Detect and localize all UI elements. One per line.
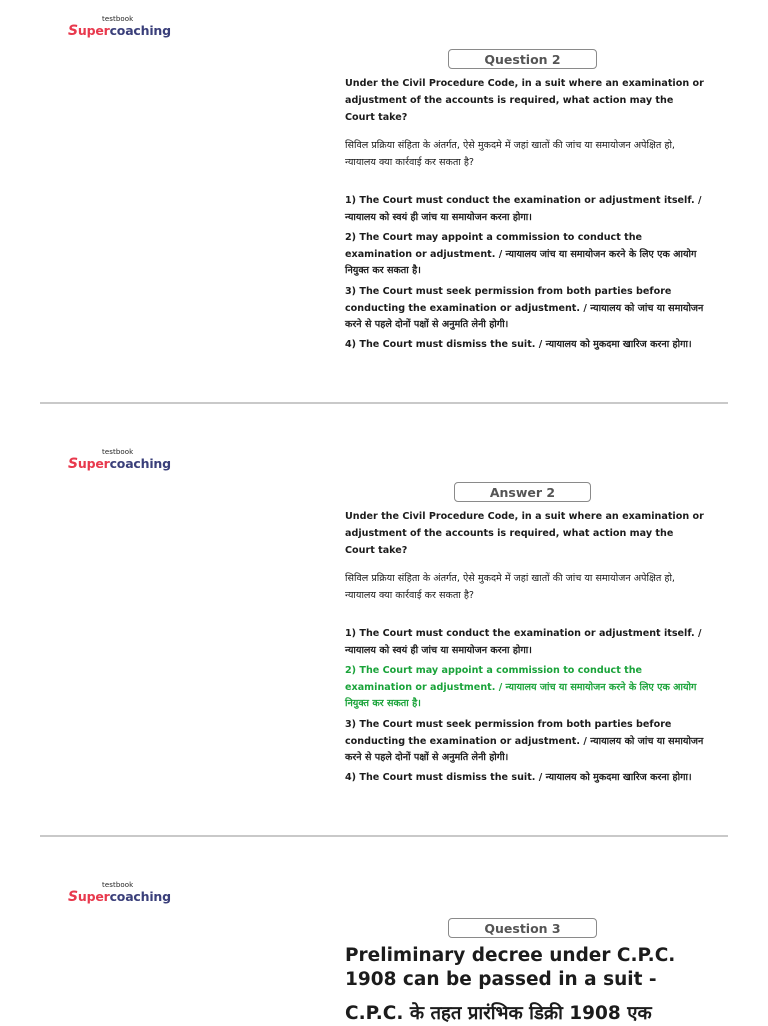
option-2-correct: 2) The Court may appoint a commission to conduct the examination or adjustment. / न्यायालय जांच या समायोजन करने के लिए एक आयोग नियुक्त कर सकता है। bbox=[345, 665, 697, 709]
option-3: 3) The Court must seek permission from both parties before conducting the examination or adjustment. / न्यायालय को जांच या समायोजन करने से पहले दोनों पक्षों से अनुमति लेनी होगी। bbox=[345, 719, 704, 763]
question-badge: Question 2 bbox=[448, 49, 597, 69]
question-badge: Question 3 bbox=[448, 918, 597, 938]
answer-badge: Answer 2 bbox=[454, 482, 591, 502]
option-3: 3) The Court must seek permission from both parties before conducting the examination or adjustment. / न्यायालय को जांच या समायोजन करने से पहले दोनों पक्षों से अनुमति लेनी होगी। bbox=[345, 286, 704, 330]
question-text-english: Under the Civil Procedure Code, in a suit where an examination or adjustment of the accounts is required, what action may the Court take? bbox=[345, 511, 704, 556]
option-2: 2) The Court may appoint a commission to conduct the examination or adjustment. / न्यायालय जांच या समायोजन करने के लिए एक आयोग नियुक्त कर सकता है। bbox=[345, 232, 697, 276]
question-text-hindi: C.P.C. के तहत प्रारंभिक डिक्री 1908 एक bbox=[345, 1003, 652, 1024]
question-text-english: Under the Civil Procedure Code, in a suit where an examination or adjustment of the accounts is required, what action may the Court take? bbox=[345, 78, 704, 123]
option-4: 4) The Court must dismiss the suit. / न्यायालय को मुकदमा खारिज करना होगा। bbox=[345, 772, 692, 783]
option-1: 1) The Court must conduct the examination or adjustment itself. / न्यायालय को स्वयं ही जांच या समायोजन करना होगा। bbox=[345, 195, 702, 223]
question-text-hindi: सिविल प्रक्रिया संहिता के अंतर्गत, ऐसे मुकदमे में जहां खातों की जांच या समायोजन अपेक्षित हो, न्यायालय क्या कार्रवाई कर सकता है? bbox=[345, 140, 675, 168]
question-3-section: testbook Supercoaching Question 3 Preliminary decree under C.P.C. 1908 can be passed in a suit - C.P.C. के तहत प्रारंभिक डिक्री 1908 एक bbox=[0, 866, 768, 1024]
option-1: 1) The Court must conduct the examination or adjustment itself. / न्यायालय को स्वयं ही जांच या समायोजन करना होगा। bbox=[345, 628, 702, 656]
question-text-hindi: सिविल प्रक्रिया संहिता के अंतर्गत, ऐसे मुकदमे में जहां खातों की जांच या समायोजन अपेक्षित हो, न्यायालय क्या कार्रवाई कर सकता है? bbox=[345, 573, 675, 601]
answer-2-section: testbook Supercoaching Answer 2 Under the Civil Procedure Code, in a suit where an examination or adjustment of the accounts is required, what action may the Court take? सिविल प्रक्रिया संहिता के अंतर्गत, ऐसे मुकदमे में जहां खातों की जांच या समायोजन अपेक्षित हो, न्यायालय क्या कार्रवाई कर सकता है? 1) The Court must conduct the examination or adjustment itself. / न्यायालय को स्वयं ही जांच या समायोजन करना होगा। 2) The Court may appoint a commission to conduct the examination or adjustment. / न्यायालय जांच या समायोजन करने के लिए एक आयोग नियुक्त कर सकता है। 3) The Court must seek permission from both parties before conducting the examination or adjustment. / न्यायालय को जांच या समायोजन करने से पहले दोनों पक्षों से अनुमति लेनी होगी। 4) The Court must dismiss the suit. / न्यायालय को मुकदमा खारिज करना होगा। bbox=[0, 433, 768, 836]
question-2-section: testbook Supercoaching Question 2 Under the Civil Procedure Code, in a suit where an examination or adjustment of the accounts is required, what action may the Court take? सिविल प्रक्रिया संहिता के अंतर्गत, ऐसे मुकदमे में जहां खातों की जांच या समायोजन अपेक्षित हो, न्यायालय क्या कार्रवाई कर सकता है? 1) The Court must conduct the examination or adjustment itself. / न्यायालय को स्वयं ही जांच या समायोजन करना होगा। 2) The Court may appoint a commission to conduct the examination or adjustment. / न्यायालय जांच या समायोजन करने के लिए एक आयोग नियुक्त कर सकता है। 3) The Court must seek permission from both parties before conducting the examination or adjustment. / न्यायालय को जांच या समायोजन करने से पहले दोनों पक्षों से अनुमति लेनी होगी। 4) The Court must dismiss the suit. / न्यायालय को मुकदमा खारिज करना होगा। bbox=[0, 0, 768, 403]
logo-testbook-text: testbook bbox=[102, 448, 134, 456]
logo-testbook-text: testbook bbox=[102, 881, 134, 889]
logo-testbook-text: testbook bbox=[102, 15, 134, 23]
page-divider bbox=[40, 835, 728, 837]
option-4: 4) The Court must dismiss the suit. / न्यायालय को मुकदमा खारिज करना होगा। bbox=[345, 339, 692, 350]
page-divider bbox=[40, 402, 728, 404]
question-text-english: Preliminary decree under C.P.C. 1908 can be passed in a suit - bbox=[345, 945, 676, 990]
